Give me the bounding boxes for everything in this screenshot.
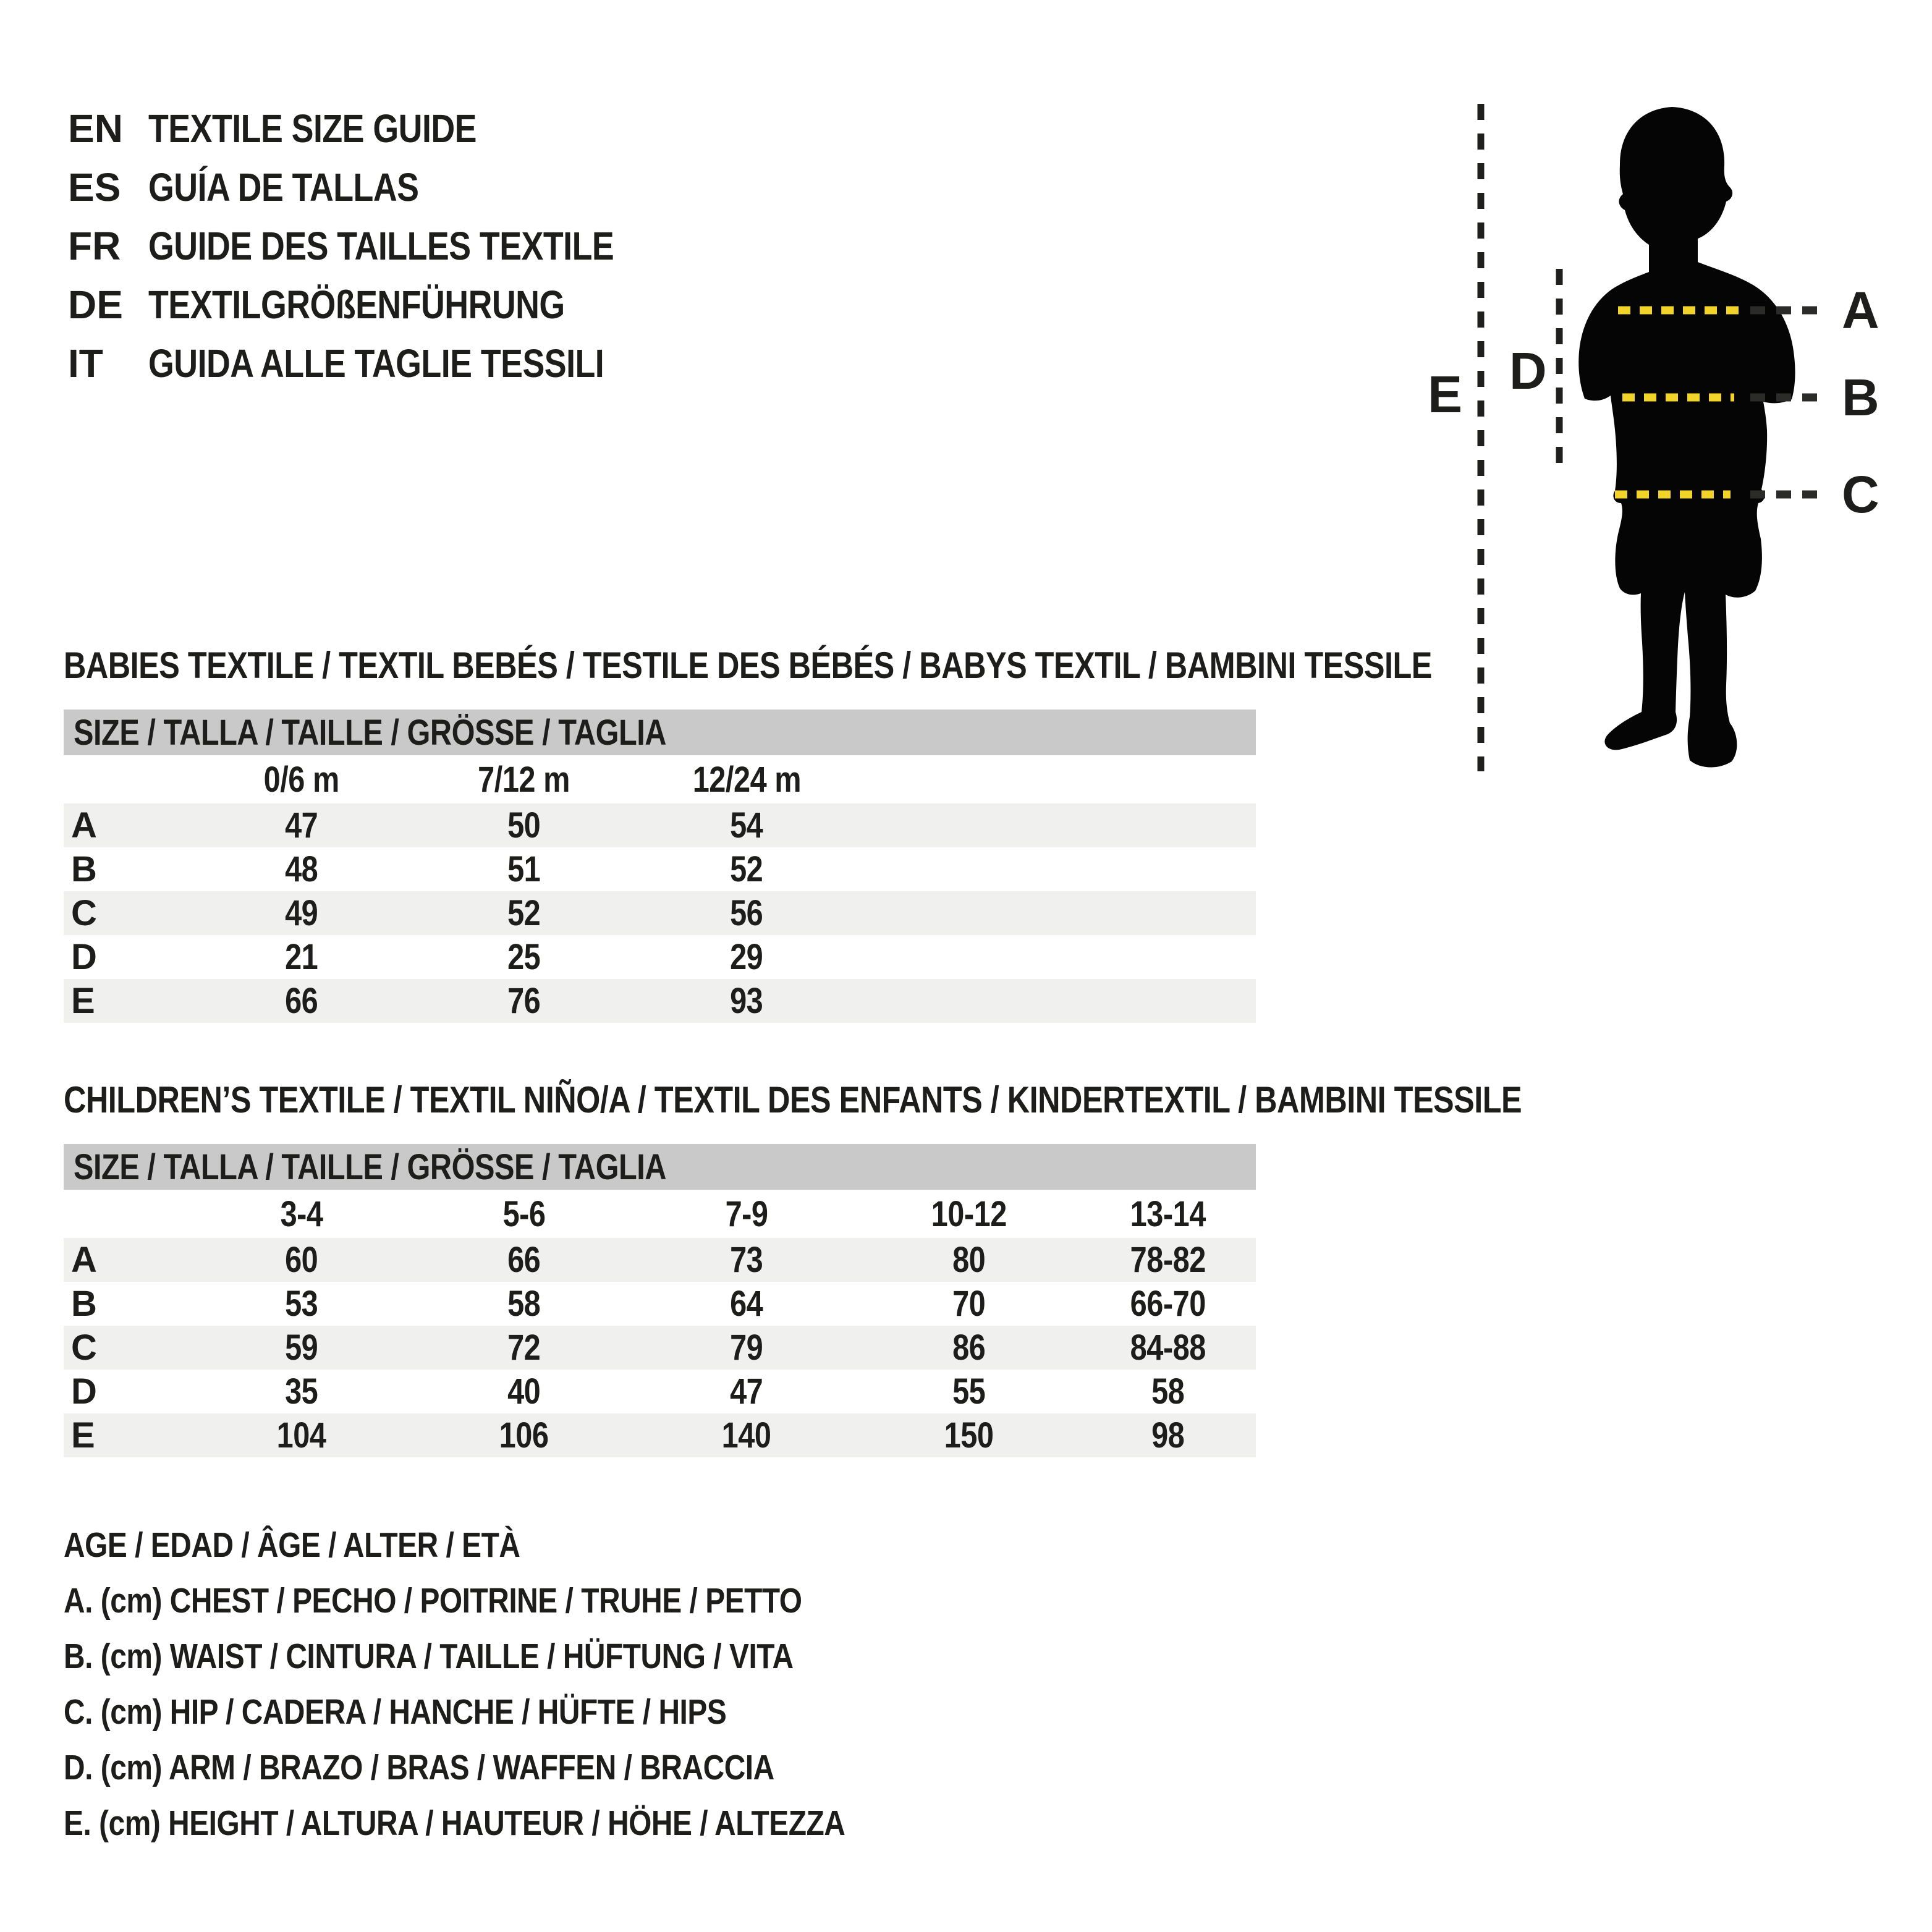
table-cell: 21 (285, 937, 318, 977)
children-size-table (64, 1144, 1256, 1457)
babies-section-title: BABIES TEXTILE / TEXTIL BEBÉS / TESTILE DES BÉBÉS / BABYS TEXTIL / BAMBINI TESSILE (64, 645, 1432, 686)
language-code: ES (68, 164, 121, 210)
table-cell: 49 (285, 893, 318, 933)
table-cell: 72 (507, 1328, 541, 1368)
table-cell: 29 (730, 937, 763, 977)
table-cell: 64 (730, 1284, 763, 1324)
table-cell: 40 (507, 1371, 541, 1412)
language-code: IT (68, 341, 103, 386)
table-row (64, 979, 1256, 1023)
table-row (64, 1238, 1256, 1282)
table-cell: 150 (944, 1415, 994, 1455)
children-section-title: CHILDREN’S TEXTILE / TEXTIL NIÑO/A / TEXTIL DES ENFANTS / KINDERTEXTIL / BAMBINI TESSILE (64, 1079, 1522, 1121)
row-label: E (71, 1415, 95, 1455)
guide-title: TEXTILGRÖßENFÜHRUNG (148, 282, 565, 327)
table-cell: 55 (952, 1371, 986, 1412)
measurement-legend (64, 1517, 994, 1851)
children-column-header: 13-14 (1130, 1193, 1206, 1234)
guide-title: GUÍA DE TALLAS (148, 164, 419, 210)
language-code: DE (68, 282, 123, 327)
language-row-it (68, 334, 703, 392)
table-cell: 50 (507, 805, 541, 845)
legend-line-age: AGE / EDAD / ÂGE / ALTER / ETÀ (64, 1525, 520, 1565)
measure-label-b: B (1842, 368, 1879, 426)
table-row (64, 803, 1256, 847)
table-cell: 70 (952, 1284, 986, 1324)
table-cell: 56 (730, 893, 763, 933)
row-label: E (71, 981, 95, 1021)
table-cell: 86 (952, 1328, 986, 1368)
table-row (64, 1326, 1256, 1370)
row-label: A (71, 805, 97, 845)
table-row (64, 935, 1256, 979)
table-cell: 53 (285, 1284, 318, 1324)
babies-column-header: 7/12 m (478, 759, 570, 800)
legend-line-waist: B. (cm) WAIST / CINTURA / TAILLE / HÜFTUNG / VITA (64, 1637, 794, 1676)
table-cell: 80 (952, 1240, 986, 1280)
table-cell: 73 (730, 1240, 763, 1280)
children-table-size-header: SIZE / TALLA / TAILLE / GRÖSSE / TAGLIA (64, 1144, 1256, 1190)
table-row (64, 891, 1256, 935)
row-label: B (71, 1284, 97, 1324)
table-cell: 52 (730, 849, 763, 889)
table-cell: 93 (730, 981, 763, 1021)
table-cell: 66 (285, 981, 318, 1021)
table-cell: 52 (507, 893, 541, 933)
language-code: FR (68, 223, 121, 268)
table-cell: 78-82 (1130, 1240, 1206, 1280)
table-cell: 35 (285, 1371, 318, 1412)
table-cell: 140 (722, 1415, 771, 1455)
children-column-header: 10-12 (931, 1193, 1007, 1234)
babies-column-header: 12/24 m (692, 759, 801, 800)
legend-line-hip: C. (cm) HIP / CADERA / HANCHE / HÜFTE / HIPS (64, 1692, 727, 1732)
row-label: B (71, 849, 97, 889)
children-column-header-row (64, 1190, 1256, 1238)
babies-size-table (64, 710, 1256, 1023)
babies-column-header: 0/6 m (263, 759, 340, 800)
table-cell: 104 (277, 1415, 326, 1455)
table-row (64, 847, 1256, 891)
table-row (64, 1413, 1256, 1457)
measure-label-d: D (1509, 342, 1547, 400)
babies-table-size-header: SIZE / TALLA / TAILLE / GRÖSSE / TAGLIA (64, 710, 1256, 755)
table-cell: 66-70 (1130, 1284, 1206, 1324)
table-cell: 58 (1151, 1371, 1185, 1412)
table-cell: 98 (1151, 1415, 1185, 1455)
table-cell: 84-88 (1130, 1328, 1206, 1368)
legend-line-height: E. (cm) HEIGHT / ALTURA / HAUTEUR / HÖHE / ALTEZZA (64, 1803, 845, 1843)
table-cell: 66 (507, 1240, 541, 1280)
children-column-header: 7-9 (725, 1193, 768, 1234)
children-column-header: 5-6 (502, 1193, 546, 1234)
table-row (64, 1370, 1256, 1413)
child-measurement-diagram (1421, 87, 1932, 797)
row-label: A (71, 1240, 97, 1280)
legend-line-chest: A. (cm) CHEST / PECHO / POITRINE / TRUHE / PETTO (64, 1581, 802, 1621)
measure-label-c: C (1842, 465, 1879, 523)
table-cell: 47 (730, 1371, 763, 1412)
language-code: EN (68, 106, 123, 151)
row-label: C (71, 893, 97, 933)
guide-title: TEXTILE SIZE GUIDE (148, 106, 477, 151)
table-cell: 79 (730, 1328, 763, 1368)
table-cell: 76 (507, 981, 541, 1021)
language-row-es (68, 158, 703, 216)
babies-column-header-row (64, 755, 1256, 803)
guide-title: GUIDA ALLE TAGLIE TESSILI (148, 341, 604, 386)
table-cell: 106 (499, 1415, 549, 1455)
language-row-de (68, 275, 703, 334)
row-label: D (71, 1371, 97, 1412)
language-row-fr (68, 216, 703, 275)
language-row-en (68, 99, 703, 158)
guide-title: GUIDE DES TAILLES TEXTILE (148, 223, 614, 268)
row-label: D (71, 937, 97, 977)
table-cell: 58 (507, 1284, 541, 1324)
measure-label-a: A (1842, 281, 1879, 339)
measure-label-e: E (1428, 365, 1463, 423)
children-column-header: 3-4 (280, 1193, 323, 1234)
table-cell: 51 (507, 849, 541, 889)
table-cell: 59 (285, 1328, 318, 1368)
legend-line-arm: D. (cm) ARM / BRAZO / BRAS / WAFFEN / BRACCIA (64, 1748, 774, 1787)
table-cell: 60 (285, 1240, 318, 1280)
row-label: C (71, 1328, 97, 1368)
table-cell: 25 (507, 937, 541, 977)
table-cell: 48 (285, 849, 318, 889)
table-cell: 54 (730, 805, 763, 845)
table-cell: 47 (285, 805, 318, 845)
table-row (64, 1282, 1256, 1326)
language-title-list (68, 99, 703, 392)
